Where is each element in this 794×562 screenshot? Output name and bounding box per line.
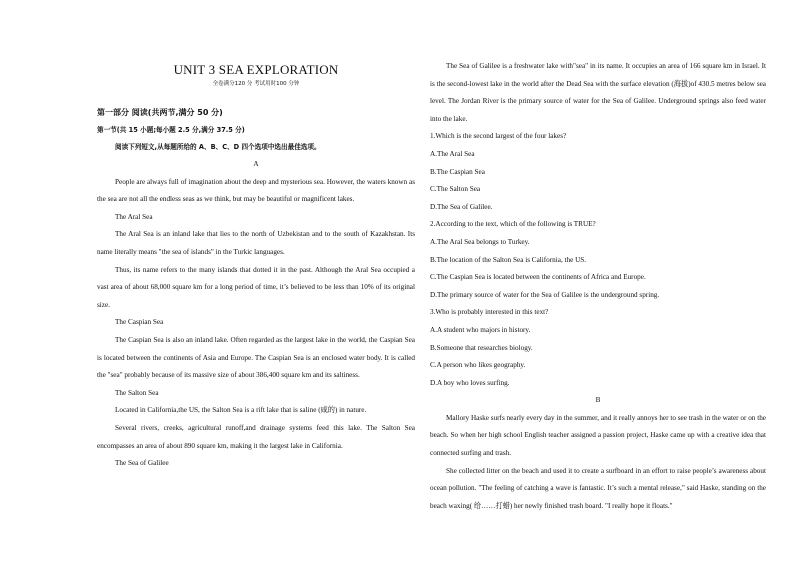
option-a: A.The Aral Sea belongs to Turkey. — [430, 237, 530, 246]
salton-heading: The Salton Sea — [115, 388, 159, 397]
unit-title: UNIT 3 SEA EXPLORATION — [173, 62, 339, 77]
caspian-heading: The Caspian Sea — [115, 318, 164, 327]
option-b: B.The Caspian Sea — [430, 167, 485, 176]
passage-b-paragraph-2: She collected litter on the beach and used it to create a surfboard in an effort to raise people’s awareness about ocean pollution. "The feeling of catching a wave is fantastic. It’s such a mental release," said Haske, standing on the beach waxing( 给……打蜡) her newly finished trash board. "I really hope it floats." — [430, 466, 766, 510]
salton-paragraph-2: Several rivers, creeks, agricultural runoff,and drainage systems feed this lake. The Salton Sea encompasses an area of about 890 square km, making it the largest lake in California. — [97, 423, 415, 450]
aral-heading: The Aral Sea — [115, 212, 153, 221]
galilee-paragraph: The Sea of Galilee is a freshwater lake with"sea" in its name. It occupies an area of 166 square km in Israel. It is the second-lowest lake in the world after the Dead Sea with the surface elevation (海拔)of 430.5 metres below sea level. The Jordan River is the primary source of water for the Sea of Galilee. Underground springs also feed water into the lake. — [430, 62, 766, 123]
question-stem: 1.Which is the second largest of the four lakes? — [430, 132, 567, 141]
section-heading: 第一节(共 15 小题;每小题 2.5 分,满分 37.5 分) — [97, 126, 245, 134]
option-c: C.A person who likes geography. — [430, 361, 526, 370]
question-1 — [430, 128, 766, 216]
question-stem: 2.According to the text, which of the following is TRUE? — [430, 220, 596, 229]
right-column — [430, 0, 766, 515]
option-a: A.A student who majors in history. — [430, 325, 531, 334]
option-b: B.The location of the Salton Sea is California, the US. — [430, 255, 587, 264]
instruction: 阅读下列短文,从每题所给的 A、B、C、D 四个选项中选出最佳选项。 — [115, 143, 321, 151]
option-d: D.A boy who loves surfing. — [430, 378, 510, 387]
part-heading: 第一部分 阅读(共两节,满分 50 分) — [97, 108, 223, 117]
aral-paragraph-2: Thus, its name refers to the many islands that dotted it in the past. Although the Aral Sea occupied a vast area of about 68,000 square km for a long period of time, it’s believed to be less than 10% of its original size. — [97, 265, 415, 309]
passage-a-intro: People are always full of imagination about the deep and mysterious sea. However, the waters known as the sea are not all the endless seas as we think, but may be beautiful or magnificent lakes. — [97, 177, 415, 204]
question-3 — [430, 304, 766, 392]
passage-a-label: A — [253, 160, 259, 168]
option-d: D.The primary source of water for the Sea of Galilee is the underground spring. — [430, 290, 660, 299]
passage-b-paragraph-1: Mallory Haske surfs nearly every day in the summer, and it really annoys her to see trash in the water or on the beach. So when her high school English teacher assigned a passion project, Haske came up with a creative idea that connected surfing and trash. — [430, 413, 766, 458]
question-2 — [430, 216, 766, 304]
galilee-heading: The Sea of Galilee — [115, 459, 169, 468]
caspian-paragraph: The Caspian Sea is also an inland lake. Often regarded as the largest lake in the world, the Caspian Sea is located between the continents of Asia and Europe. The Caspian Sea is an enclosed water body. It is called the "sea" probably because of its massive size of about 386,400 square km and its saltiness. — [97, 335, 415, 380]
option-c: C.The Caspian Sea is located between the continents of Africa and Europe. — [430, 273, 646, 282]
left-column — [97, 0, 415, 473]
aral-paragraph-1: The Aral Sea is an inland lake that lies to the north of Uzbekistan and to the south of Kazakhstan. Its name literally means "the sea of islands" in the Turkic languages. — [97, 230, 415, 256]
option-d: D.The Sea of Galilee. — [430, 202, 493, 211]
option-a: A.The Aral Sea — [430, 149, 475, 158]
option-c: C.The Salton Sea — [430, 185, 481, 194]
option-b: B.Someone that researches biology. — [430, 343, 533, 352]
salton-paragraph-1: Located in California,the US, the Salton Sea is a rift lake that is saline (咸的) in nature. — [115, 406, 367, 415]
passage-b-label: B — [595, 396, 601, 405]
question-stem: 3.Who is probably interested in this text? — [430, 308, 549, 317]
score-time-note: 全卷满分120 分 考试用时100 分钟 — [212, 81, 300, 87]
